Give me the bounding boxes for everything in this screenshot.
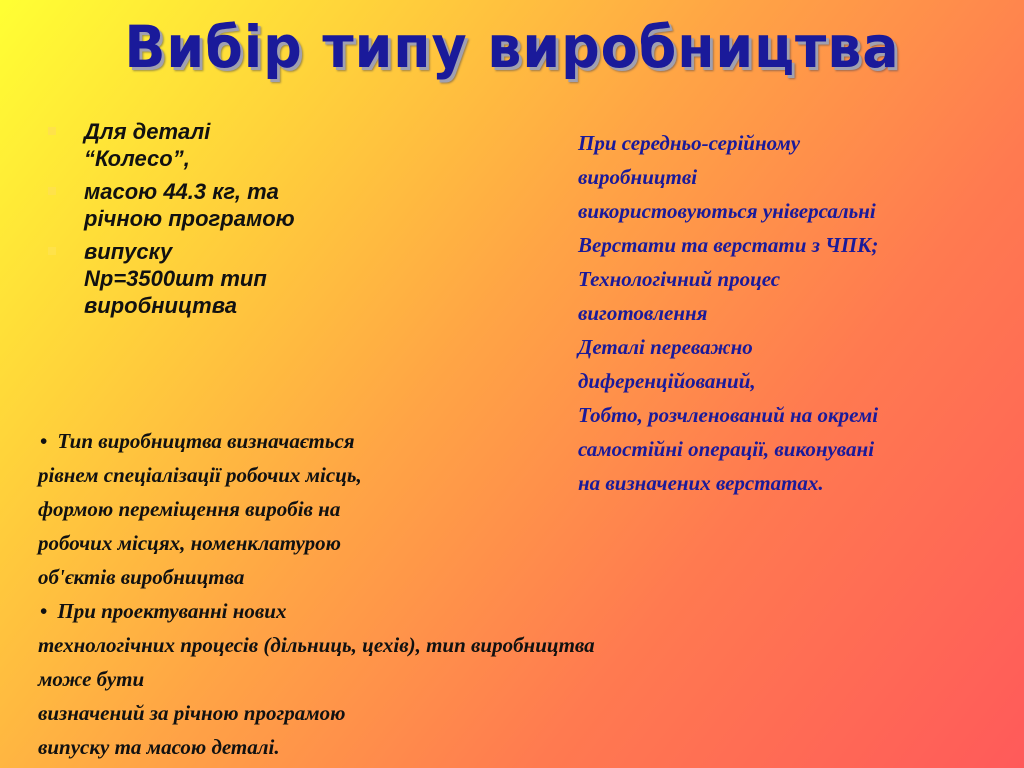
- text-line: робочих місцях, номенклатурою: [38, 531, 341, 555]
- detail-bullet-list: [46, 118, 366, 325]
- bullet-line: виробництва: [84, 293, 237, 318]
- square-bullet-icon: [48, 187, 56, 195]
- text-line: рівнем спеціалізації робочих місць,: [38, 463, 362, 487]
- text-line: випуску та масою деталі.: [38, 735, 280, 759]
- text-line: Технологічний процес: [578, 267, 781, 291]
- bullet-line: Для деталі: [84, 119, 211, 144]
- square-bullet-icon: [48, 247, 56, 255]
- bullet-line: Nр=3500шт тип: [84, 266, 267, 291]
- bullet-line: масою 44.3 кг, та: [84, 179, 279, 204]
- text-line: використовуються універсальні: [578, 199, 876, 223]
- text-line: диференційований,: [578, 369, 756, 393]
- text-line: формою переміщення виробів на: [38, 497, 341, 521]
- text-line: технологічних процесів (дільниць, цехів), тип виробництва: [38, 633, 595, 657]
- bullet-item-mass: [46, 178, 366, 232]
- text-line: може бути: [38, 667, 145, 691]
- text-line: При середньо-серійному: [578, 131, 801, 155]
- text-line: на визначених верстатах.: [578, 471, 824, 495]
- text-line: виробництві: [578, 165, 698, 189]
- square-bullet-icon: [48, 127, 56, 135]
- text-line: Верстати та верстати з ЧПК;: [578, 233, 879, 257]
- bullet-dot-icon: •: [40, 429, 48, 453]
- bullet-line: “Колесо”,: [84, 146, 190, 171]
- text-line: • При проектуванні нових: [40, 599, 287, 623]
- text-line: Деталі переважно: [578, 335, 753, 359]
- bullet-line: випуску: [84, 239, 173, 264]
- bullet-item-output: [46, 238, 366, 319]
- text-line: виготовлення: [578, 301, 708, 325]
- bullet-item-detail: [46, 118, 366, 172]
- text-line: визначений за річною програмою: [38, 701, 346, 725]
- text-line: • Тип виробництва визначається: [40, 429, 355, 453]
- slide-title: Вибір типу виробництва: [124, 13, 900, 81]
- text-line: об'єктів виробництва: [38, 565, 245, 589]
- text-line: самостійні операції, виконувані: [578, 437, 875, 461]
- production-type-definition: [38, 424, 818, 764]
- text-line: Тобто, розчленований на окремі: [578, 403, 879, 427]
- bullet-line: річною програмою: [84, 206, 295, 231]
- bullet-dot-icon: •: [40, 599, 48, 623]
